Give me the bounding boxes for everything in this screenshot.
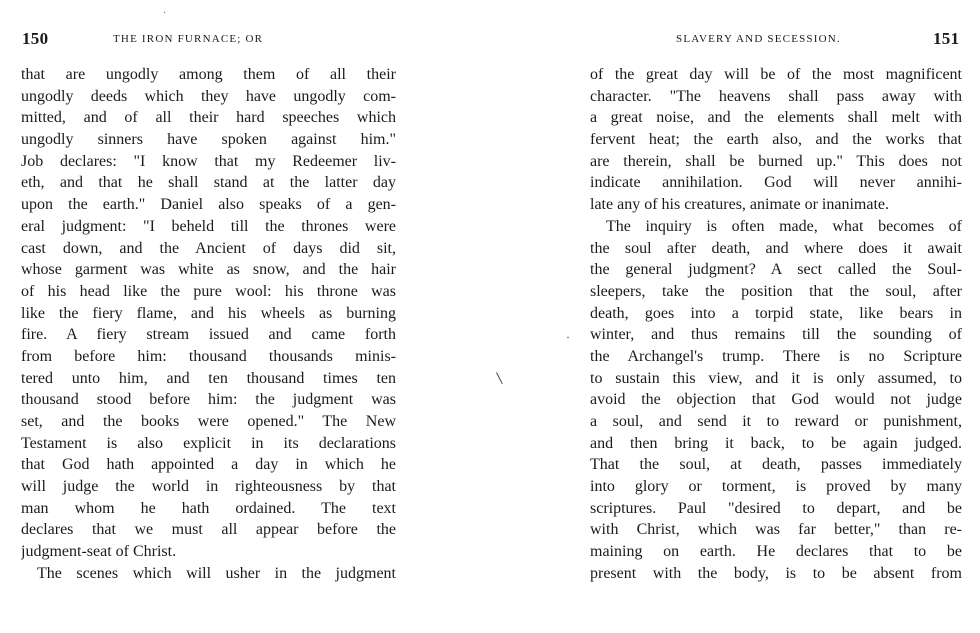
text-line: sleepers, take the position that the soul, after [590,282,962,300]
text-line: That the soul, at death, passes immediately [590,456,962,474]
text-line: The inquiry is often made, what becomes of [606,217,962,235]
stray-dot-mark: · [163,8,167,19]
text-line: that God hath appointed a day in which he [21,456,396,474]
text-line: The scenes which will usher in the judgment [37,564,396,582]
text-line: with Christ, which was far better," than re- [590,521,962,539]
text-line: of his head like the pure wool: his throne was [21,282,396,300]
stray-dot-mark: · [566,330,570,344]
page-number: 151 [933,29,960,48]
text-line: ungodly deeds which they have ungodly com- [21,87,396,105]
text-line: judgment-seat of Christ. [21,543,177,561]
text-line: and then bring it back, to be again judged. [590,434,962,452]
text-line: the general judgment? A sect called the Soul- [590,261,962,279]
text-line: into glory or torment, is proved by many [590,478,962,496]
text-line: declares that we must all appear before the [21,521,396,539]
body-text [590,64,962,585]
text-line: that are ungodly among them of all their [21,66,396,83]
text-line: cast down, and the Ancient of days did sit, [21,239,396,257]
text-line: Job declares: "I know that my Redeemer liv- [21,152,396,170]
text-line: upon the earth." Daniel also speaks of a gen- [21,196,396,214]
text-line: scriptures. Paul "desired to depart, and be [590,499,962,517]
text-line: eth, and that he shall stand at the latter day [21,174,396,192]
text-line: a soul, and send it to reward or punishment, [590,413,962,430]
text-line: tered unto him, and ten thousand times ten [21,369,396,387]
gutter-ink-mark: \ [495,367,504,389]
text-line: from before him: thousand thousands minis- [21,347,396,365]
text-line: a great noise, and the elements shall melt with [590,109,962,127]
text-line: of the great day will be of the most magnificent [590,66,962,83]
text-line: death, goes into a torpid state, like bears in [590,304,962,322]
text-line: set, and the books were opened." The New [21,413,396,430]
text-line: the soul after death, and where does it await [590,239,962,257]
text-line: like the fiery flame, and his wheels as burning [21,304,396,322]
text-line: maining on earth. He declares that to be [590,543,962,561]
text-line: thousand stood before him: the judgment was [21,391,396,409]
text-line: to sustain this view, and it is only assumed, to [590,369,962,387]
right-page [490,0,980,633]
text-line: man whom he hath ordained. The text [21,499,396,517]
text-line: Testament is also explicit in its declarations [21,434,396,452]
text-line: ungodly sinners have spoken against him." [21,131,396,149]
running-head: SLAVERY AND SECESSION. [676,33,841,45]
text-line: fervent heat; the earth also, and the works that [590,131,962,149]
body-text [21,64,396,585]
text-line: whose garment was white as snow, and the hair [21,261,396,279]
text-line: character. "The heavens shall pass away with [590,87,962,105]
text-line: will judge the world in righteousness by that [21,478,396,496]
text-line: mitted, and of all their hard speeches which [21,109,396,127]
text-line: indicate annihilation. God will never annihi- [590,174,962,192]
page-number: 150 [22,29,49,48]
text-line: fire. A fiery stream issued and came forth [21,326,396,344]
text-line: the Archangel's trump. There is no Scripture [590,347,962,365]
running-head: THE IRON FURNACE; OR [113,33,264,45]
text-line: are therein, shall be burned up." This does not [590,152,962,170]
text-line: winter, and thus remains till the sounding of [590,326,962,344]
text-line: late any of his creatures, animate or inanimate. [590,196,889,214]
text-line: present with the body, is to be absent from [590,564,962,582]
text-line: avoid the objection that God would not judge [590,391,962,409]
text-line: eral judgment: "I beheld till the thrones were [21,217,396,235]
